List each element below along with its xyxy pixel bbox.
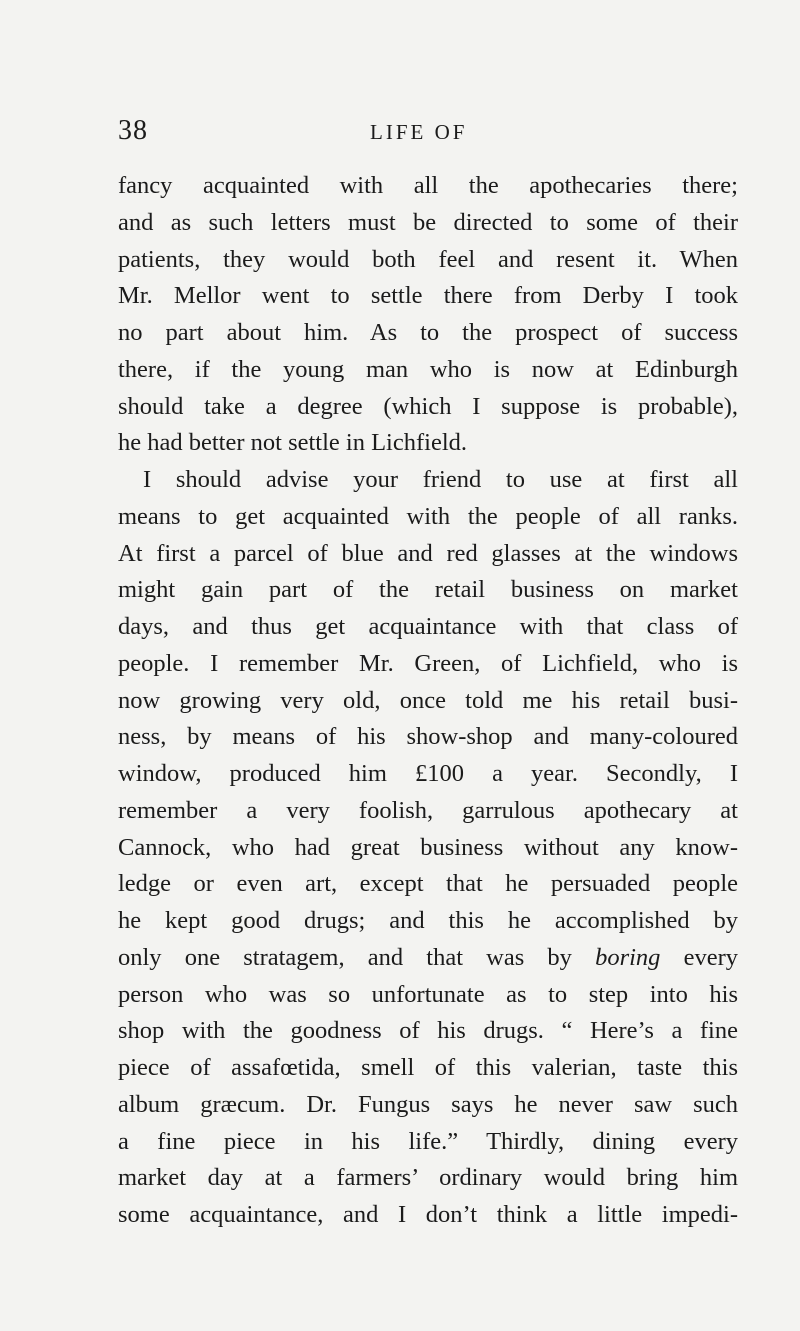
- text-line-26: album græcum. Dr. Fungus says he never saw such: [118, 1090, 738, 1118]
- text-line-8: he had better not settle in Lichfield.: [118, 429, 468, 457]
- text-line-11: At first a parcel of blue and red glasses at the windows: [118, 539, 738, 567]
- line-22-start: only one stratagem, and that was by: [118, 943, 572, 971]
- text-line-13: days, and thus get acquaintance with that class of: [118, 613, 738, 640]
- text-line-16: ness, by means of his show-shop and many-coloured: [118, 723, 738, 751]
- text-line-28: market day at a farmers’ ordinary would bring him: [118, 1164, 738, 1192]
- text-line-25: piece of assafœtida, smell of this valerian, taste this: [118, 1054, 738, 1081]
- text-line-29: some acquaintance, and I don’t think a little impedi-: [118, 1201, 738, 1228]
- text-line-17: window, produced him £100 a year. Secondly, I: [118, 760, 738, 787]
- text-line-2: and as such letters must be directed to some of their: [118, 208, 738, 236]
- text-line-27: a fine piece in his life.” Thirdly, dining every: [118, 1127, 738, 1155]
- line-22-end: every: [683, 943, 738, 971]
- body-text: [118, 168, 738, 1234]
- text-line-6: there, if the young man who is now at Edinburgh: [118, 355, 738, 383]
- text-line-24: shop with the goodness of his drugs. “ Here’s a fine: [118, 1017, 738, 1045]
- text-line-22: [118, 940, 738, 977]
- text-line-18: remember a very foolish, garrulous apothecary at: [118, 796, 738, 824]
- text-line-3: patients, they would both feel and resent it. When: [118, 245, 738, 273]
- text-line-12: might gain part of the retail business on market: [118, 576, 738, 604]
- text-line-10: means to get acquainted with the people of all ranks.: [118, 502, 738, 530]
- text-line-21: he kept good drugs; and this he accomplished by: [118, 907, 738, 934]
- text-line-5: no part about him. As to the prospect of success: [118, 319, 738, 346]
- text-line-20: ledge or even art, except that he persuaded people: [118, 870, 738, 898]
- italic-word-boring: boring: [595, 943, 661, 971]
- page-number: 38: [118, 115, 148, 146]
- text-line-23: person who was so unfortunate as to step into his: [118, 980, 738, 1008]
- text-line-1: fancy acquainted with all the apothecaries there;: [118, 172, 738, 199]
- page-header: [0, 115, 800, 155]
- text-line-4: Mr. Mellor went to settle there from Derby I took: [118, 282, 738, 310]
- running-head: LIFE OF: [370, 120, 468, 144]
- text-line-15: now growing very old, once told me his retail busi-: [118, 686, 738, 714]
- text-line-19: Cannock, who had great business without any know-: [118, 833, 738, 861]
- text-line-14: people. I remember Mr. Green, of Lichfield, who is: [118, 649, 738, 677]
- text-line-9: I should advise your friend to use at first all: [143, 466, 738, 493]
- text-line-7: should take a degree (which I suppose is probable),: [118, 392, 738, 420]
